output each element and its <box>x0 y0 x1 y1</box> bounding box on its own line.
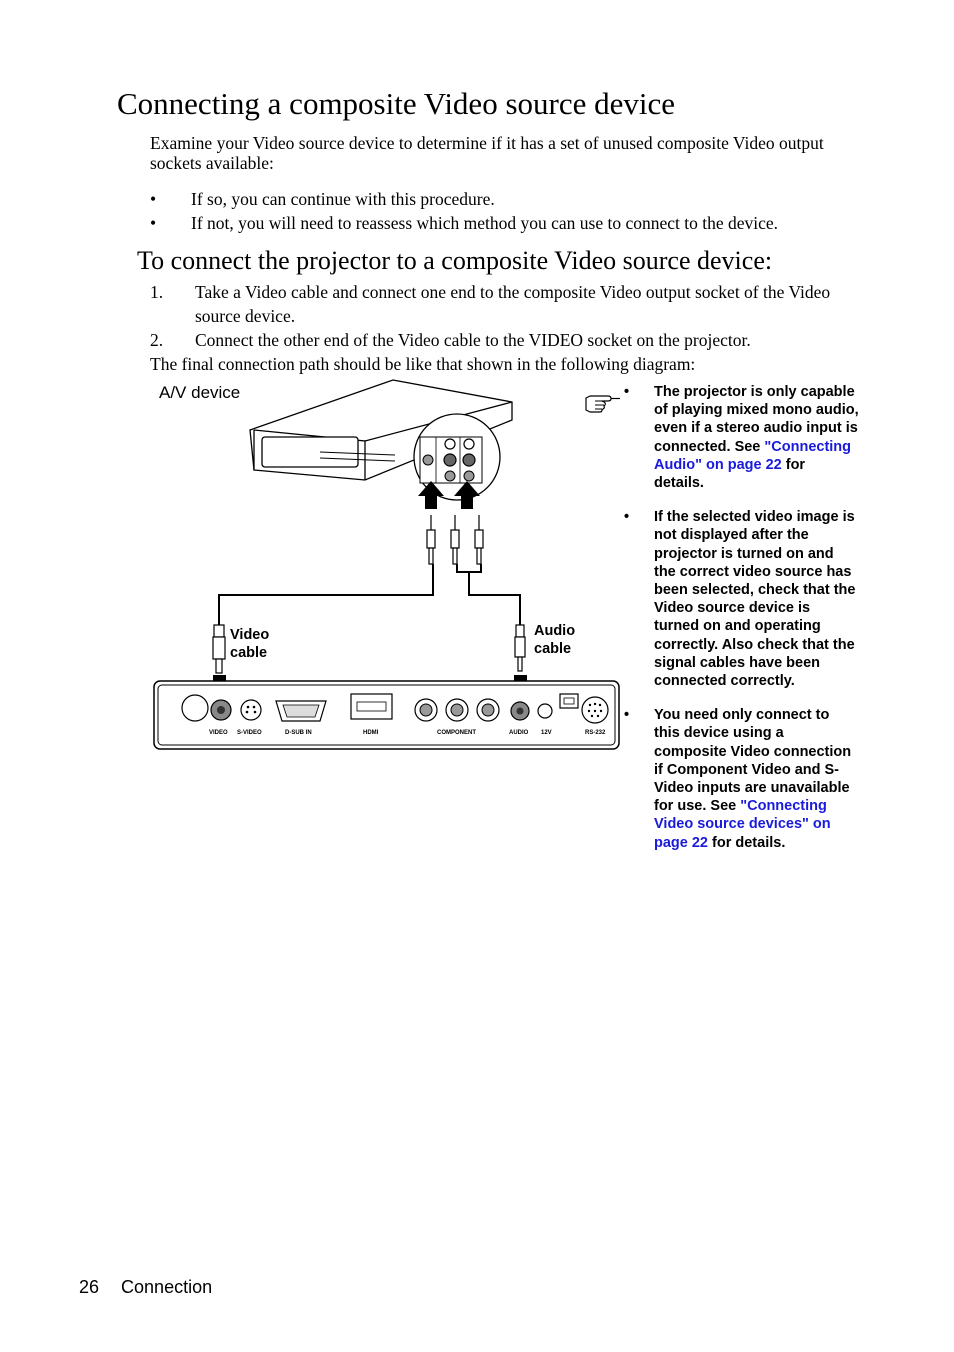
port-label-hdmi: HDMI <box>363 730 379 736</box>
port-label-12v: 12V <box>541 730 552 736</box>
bullet-symbol: • <box>624 509 630 526</box>
step-item <box>150 280 860 328</box>
projector-rear-panel <box>154 681 619 749</box>
list-item <box>150 211 870 235</box>
bullet-text: If not, you will need to reassess which method you can use to connect to the device. <box>191 213 779 233</box>
bullet-symbol: • <box>624 384 630 400</box>
page-footer <box>79 1277 212 1298</box>
note-text-tail: for details. <box>654 456 806 492</box>
bullet-text: If so, you can continue with this procedure. <box>191 189 495 209</box>
steps-list <box>150 280 860 352</box>
list-item <box>150 187 870 211</box>
note-text: The projector is only capable of playing mixed mono audio, even if a stereo audio input is connected. See <box>654 384 859 455</box>
notes-list <box>624 383 859 868</box>
bullet-symbol: • <box>150 189 157 209</box>
chapter-name: Connection <box>121 1277 213 1297</box>
video-cable-label: Video cable <box>230 627 270 661</box>
note-text-tail: for details. <box>708 834 786 851</box>
step-text: Take a Video cable and connect one end to the composite Video output socket of the Video source device. <box>195 282 831 326</box>
note-text: You need only connect to this device using a composite Video connection if Component Video and S-Video inputs are unavailable for use. See <box>654 707 852 815</box>
intro-paragraph: Examine your Video source device to determine if it has a set of unused composite Video output sockets available: <box>150 133 824 173</box>
section-subheading: To connect the projector to a composite Video source device: <box>137 246 773 275</box>
step-item <box>150 328 860 352</box>
port-label-rs232: RS-232 <box>585 730 606 736</box>
note-item <box>624 706 859 852</box>
pointing-hand-icon <box>584 390 622 414</box>
connection-diagram <box>150 375 625 755</box>
audio-cable-label: Audio cable <box>534 623 576 657</box>
step-number: 1. <box>150 282 164 302</box>
cable-lines <box>219 564 520 625</box>
bullet-symbol: • <box>150 213 157 233</box>
connecting-audio-link[interactable]: "Connecting Audio" on page 22 <box>654 438 852 473</box>
bullet-list <box>150 187 870 235</box>
port-label-video: VIDEO <box>209 730 228 736</box>
port-label-dsub: D-SUB IN <box>285 730 312 736</box>
page-number: 26 <box>79 1277 100 1297</box>
note-text: If the selected video image is not displayed after the projector is turned on and the correct video source has been selected, check that the Video source device is turned on and operating correctly. Also check that the signal cables have been connected correctly. <box>654 509 856 690</box>
diagram-intro: The final connection path should be like that shown in the following diagram: <box>150 354 696 374</box>
av-device-label: A/V device <box>159 383 241 402</box>
port-label-svideo: S-VIDEO <box>237 730 262 736</box>
rca-plugs-illustration <box>427 515 483 564</box>
port-label-audio: AUDIO <box>509 730 529 736</box>
connecting-video-link[interactable]: "Connecting Video source devices" on page 22 <box>654 798 831 851</box>
page-heading: Connecting a composite Video source device <box>117 86 675 121</box>
step-text: Connect the other end of the Video cable to the VIDEO socket on the projector. <box>195 330 751 350</box>
step-number: 2. <box>150 330 164 350</box>
note-item <box>624 508 859 690</box>
bullet-symbol: • <box>624 707 630 724</box>
note-item <box>624 383 859 492</box>
port-label-component: COMPONENT <box>437 730 476 736</box>
